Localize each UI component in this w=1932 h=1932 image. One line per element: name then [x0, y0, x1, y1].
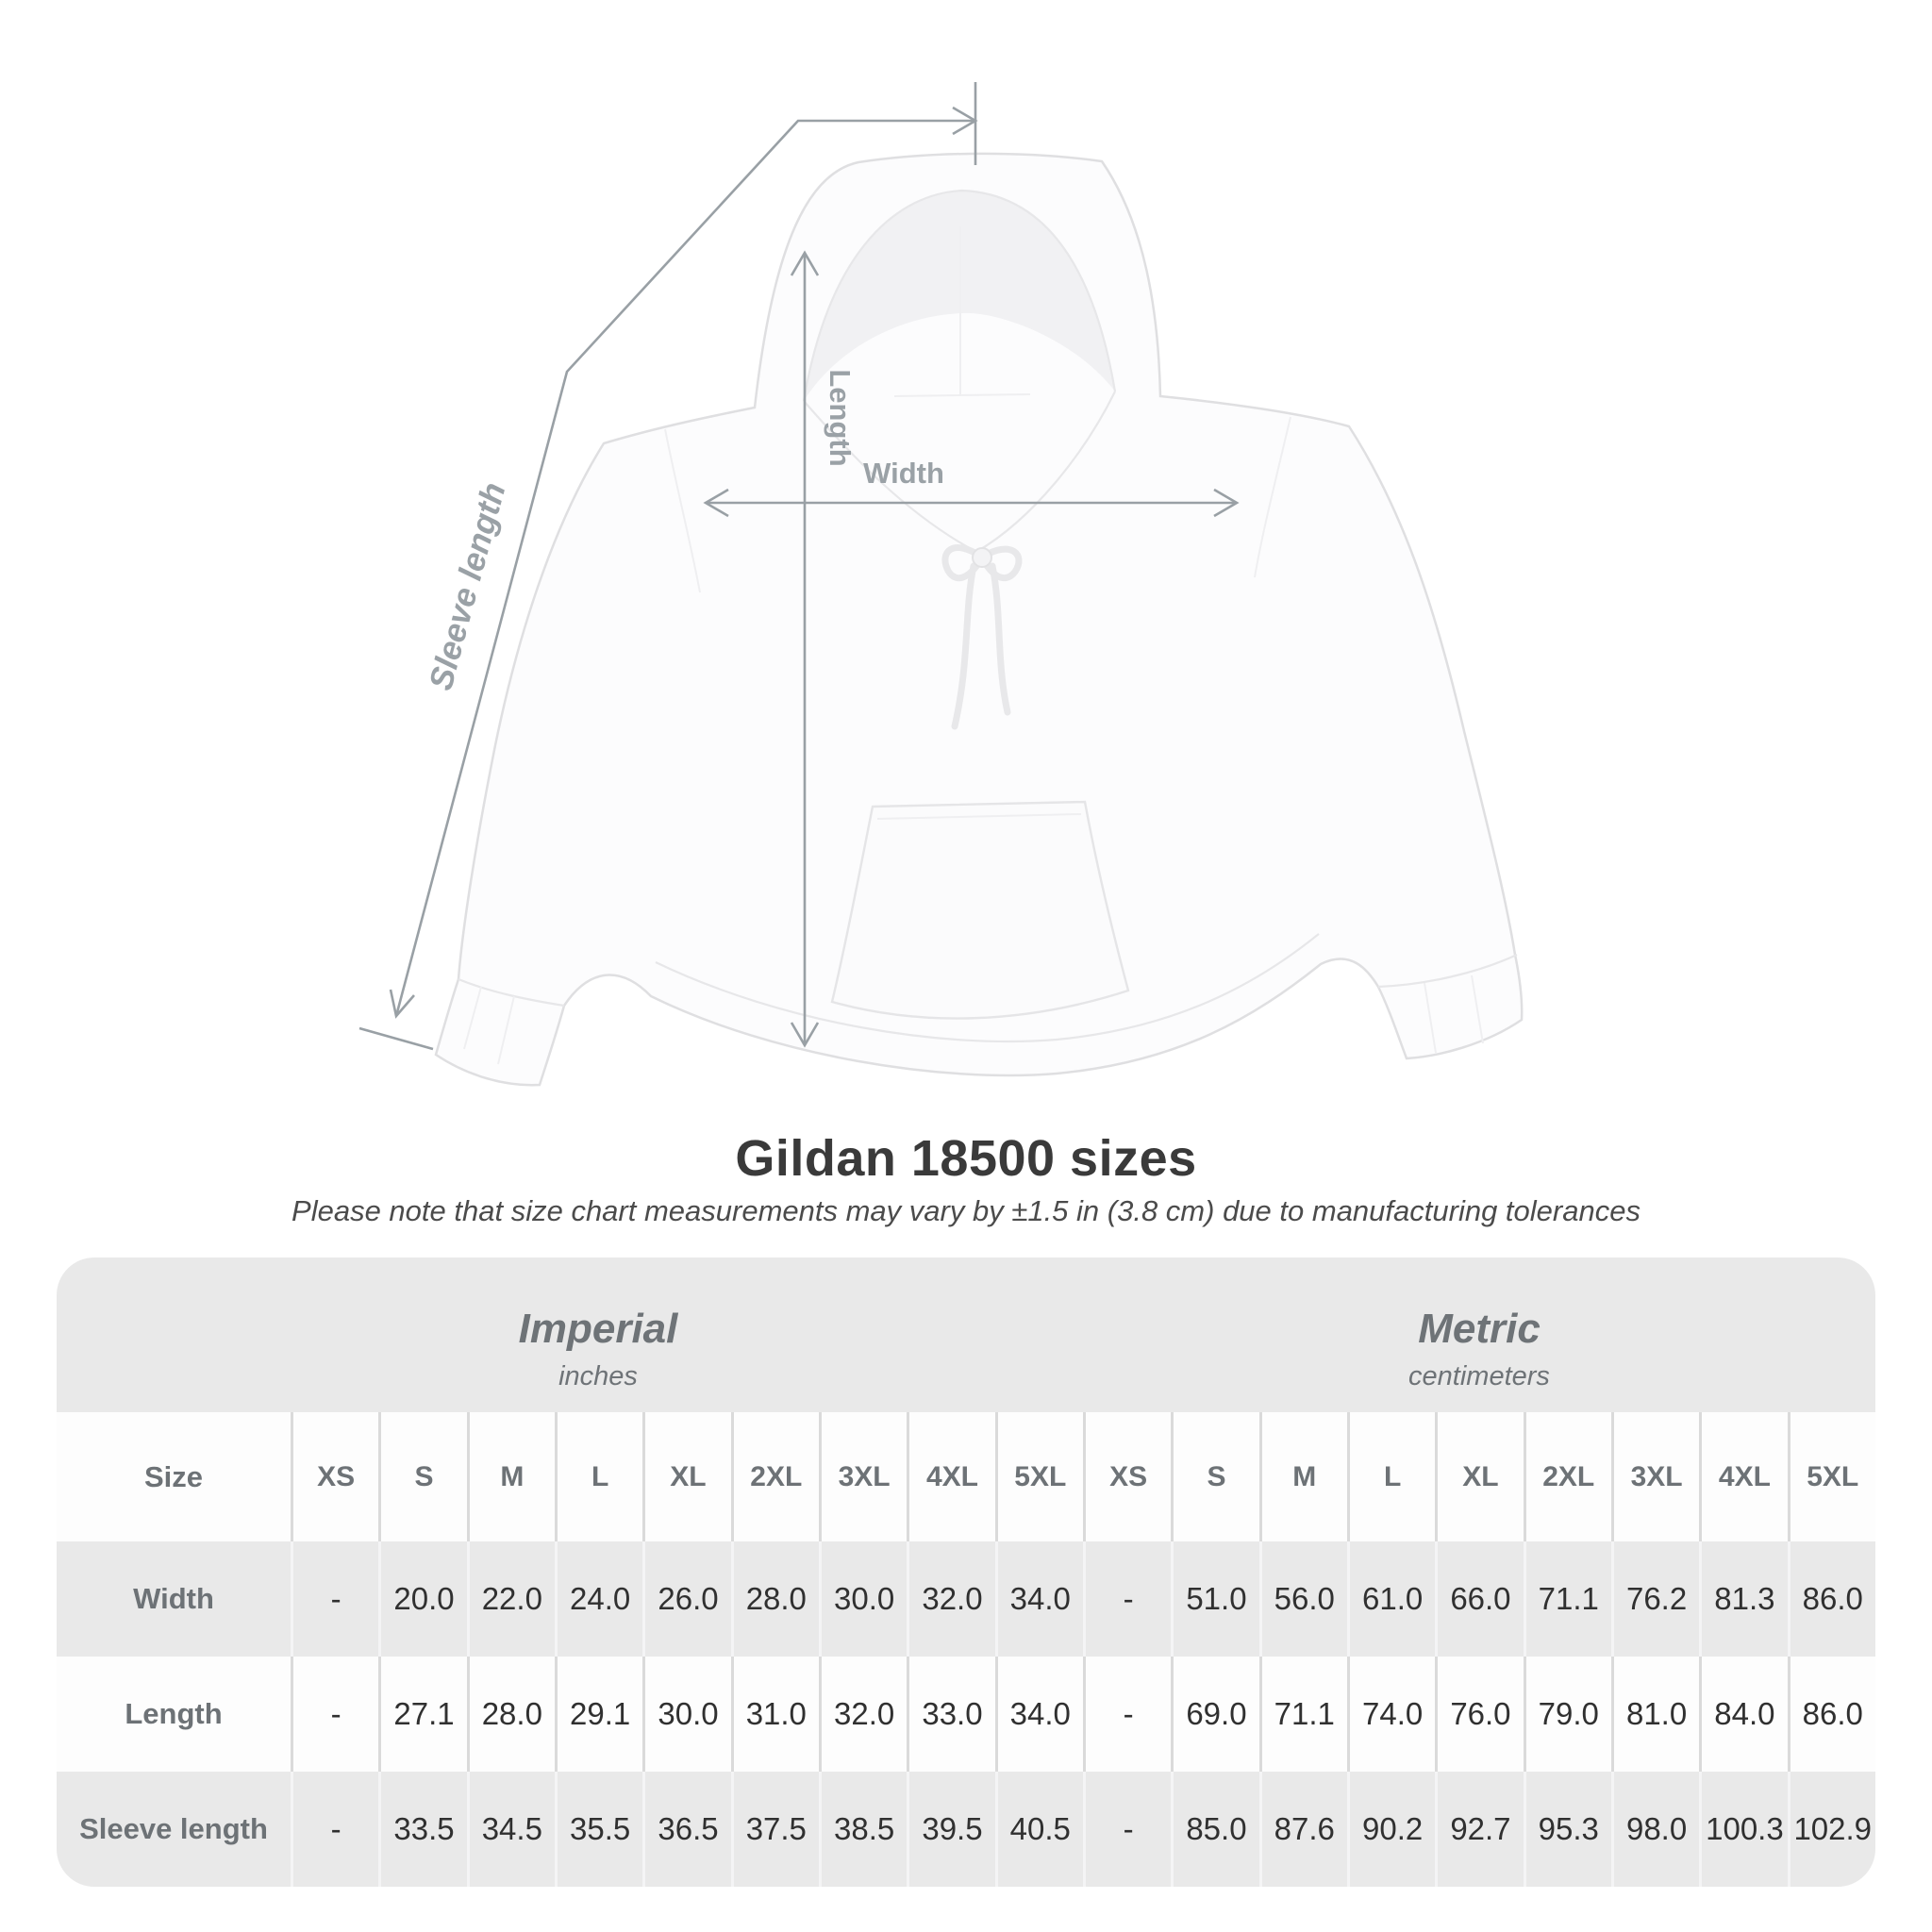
- size-header-cell: M: [1259, 1412, 1347, 1541]
- imperial-value-cell: 24.0: [555, 1541, 642, 1657]
- imperial-value-cell: 26.0: [642, 1541, 730, 1657]
- size-header-cell: 2XL: [731, 1412, 819, 1541]
- size-header-cell: 4XL: [907, 1412, 994, 1541]
- size-header-cell: S: [378, 1412, 466, 1541]
- metric-value-cell: 95.3: [1524, 1772, 1611, 1887]
- imperial-value-cell: 30.0: [819, 1541, 907, 1657]
- imperial-value-cell: 34.5: [467, 1772, 555, 1887]
- size-header-cell: 5XL: [995, 1412, 1083, 1541]
- metric-value-cell: 71.1: [1259, 1657, 1347, 1772]
- metric-value-cell: 81.0: [1611, 1657, 1699, 1772]
- sleeve-bottom-tick: [359, 1028, 433, 1049]
- metric-value-cell: 86.0: [1788, 1657, 1875, 1772]
- metric-title: Metric: [1418, 1306, 1541, 1352]
- length-label: Length: [824, 369, 857, 467]
- metric-value-cell: 100.3: [1699, 1772, 1787, 1887]
- imperial-value-cell: 35.5: [555, 1772, 642, 1887]
- imperial-value-cell: 40.5: [995, 1772, 1083, 1887]
- metric-value-cell: 98.0: [1611, 1772, 1699, 1887]
- metric-value-cell: 66.0: [1435, 1541, 1523, 1657]
- tolerance-note: Please note that size chart measurements may vary by ±1.5 in (3.8 cm) due to manufacturing tolerances: [291, 1194, 1641, 1227]
- size-header-cell: 2XL: [1524, 1412, 1611, 1541]
- imperial-value-cell: 38.5: [819, 1772, 907, 1887]
- imperial-value-cell: -: [291, 1541, 378, 1657]
- imperial-value-cell: 31.0: [731, 1657, 819, 1772]
- metric-value-cell: -: [1083, 1541, 1171, 1657]
- imperial-value-cell: 34.0: [995, 1657, 1083, 1772]
- metric-value-cell: 51.0: [1171, 1541, 1258, 1657]
- metric-value-cell: 71.1: [1524, 1541, 1611, 1657]
- imperial-value-cell: 34.0: [995, 1541, 1083, 1657]
- metric-value-cell: 85.0: [1171, 1772, 1258, 1887]
- imperial-value-cell: 28.0: [467, 1657, 555, 1772]
- metric-value-cell: 76.2: [1611, 1541, 1699, 1657]
- metric-value-cell: 102.9: [1788, 1772, 1875, 1887]
- size-header-cell: L: [555, 1412, 642, 1541]
- sleeve-length-label: Sleeve length: [422, 478, 513, 694]
- size-header-cell: 4XL: [1699, 1412, 1787, 1541]
- size-header-row: [57, 1412, 1875, 1541]
- imperial-value-cell: 29.1: [555, 1657, 642, 1772]
- metric-value-cell: 69.0: [1171, 1657, 1258, 1772]
- table-row: [57, 1657, 1875, 1772]
- metric-value-cell: 61.0: [1347, 1541, 1435, 1657]
- imperial-header: [57, 1257, 1083, 1412]
- size-header-cell: XL: [1435, 1412, 1523, 1541]
- metric-value-cell: 92.7: [1435, 1772, 1523, 1887]
- imperial-value-cell: 37.5: [731, 1772, 819, 1887]
- metric-value-cell: -: [1083, 1657, 1171, 1772]
- metric-value-cell: 86.0: [1788, 1541, 1875, 1657]
- kangaroo-pocket: [832, 802, 1128, 1019]
- imperial-value-cell: 33.5: [378, 1772, 466, 1887]
- imperial-value-cell: 30.0: [642, 1657, 730, 1772]
- metric-value-cell: 81.3: [1699, 1541, 1787, 1657]
- page-title: Gildan 18500 sizes: [735, 1130, 1197, 1187]
- imperial-value-cell: 27.1: [378, 1657, 466, 1772]
- imperial-unit: inches: [558, 1361, 638, 1391]
- size-header-cell: XS: [1083, 1412, 1171, 1541]
- metric-value-cell: 90.2: [1347, 1772, 1435, 1887]
- imperial-value-cell: 22.0: [467, 1541, 555, 1657]
- imperial-value-cell: 32.0: [819, 1657, 907, 1772]
- size-header-cell: M: [467, 1412, 555, 1541]
- width-label: Width: [863, 457, 944, 490]
- imperial-title: Imperial: [518, 1306, 678, 1352]
- imperial-value-cell: -: [291, 1657, 378, 1772]
- imperial-value-cell: 20.0: [378, 1541, 466, 1657]
- imperial-value-cell: 28.0: [731, 1541, 819, 1657]
- size-header-cell: 5XL: [1788, 1412, 1875, 1541]
- size-header-cell: 3XL: [819, 1412, 907, 1541]
- size-header-cell: XL: [642, 1412, 730, 1541]
- metric-value-cell: 76.0: [1435, 1657, 1523, 1772]
- row-label: Sleeve length: [79, 1812, 268, 1845]
- size-table-body: [57, 1412, 1875, 1887]
- table-row: [57, 1541, 1875, 1657]
- metric-value-cell: -: [1083, 1772, 1171, 1887]
- metric-value-cell: 56.0: [1259, 1541, 1347, 1657]
- row-label: Length: [125, 1697, 223, 1730]
- row-label: Width: [133, 1582, 214, 1615]
- imperial-value-cell: 33.0: [907, 1657, 994, 1772]
- metric-value-cell: 84.0: [1699, 1657, 1787, 1772]
- unit-header-row: [57, 1257, 1875, 1412]
- imperial-value-cell: 32.0: [907, 1541, 994, 1657]
- metric-value-cell: 79.0: [1524, 1657, 1611, 1772]
- hoodie-illustration: [436, 154, 1522, 1085]
- size-header-cell: 3XL: [1611, 1412, 1699, 1541]
- size-header-label: Size: [143, 1459, 204, 1493]
- metric-unit: centimeters: [1408, 1361, 1550, 1391]
- size-table-card: [57, 1257, 1875, 1887]
- size-header-cell: XS: [291, 1412, 378, 1541]
- imperial-value-cell: -: [291, 1772, 378, 1887]
- metric-header: [1083, 1257, 1875, 1412]
- table-row: [57, 1772, 1875, 1887]
- metric-value-cell: 87.6: [1259, 1772, 1347, 1887]
- metric-value-cell: 74.0: [1347, 1657, 1435, 1772]
- imperial-value-cell: 39.5: [907, 1772, 994, 1887]
- size-header-cell: S: [1171, 1412, 1258, 1541]
- size-header-cell: L: [1347, 1412, 1435, 1541]
- imperial-value-cell: 36.5: [642, 1772, 730, 1887]
